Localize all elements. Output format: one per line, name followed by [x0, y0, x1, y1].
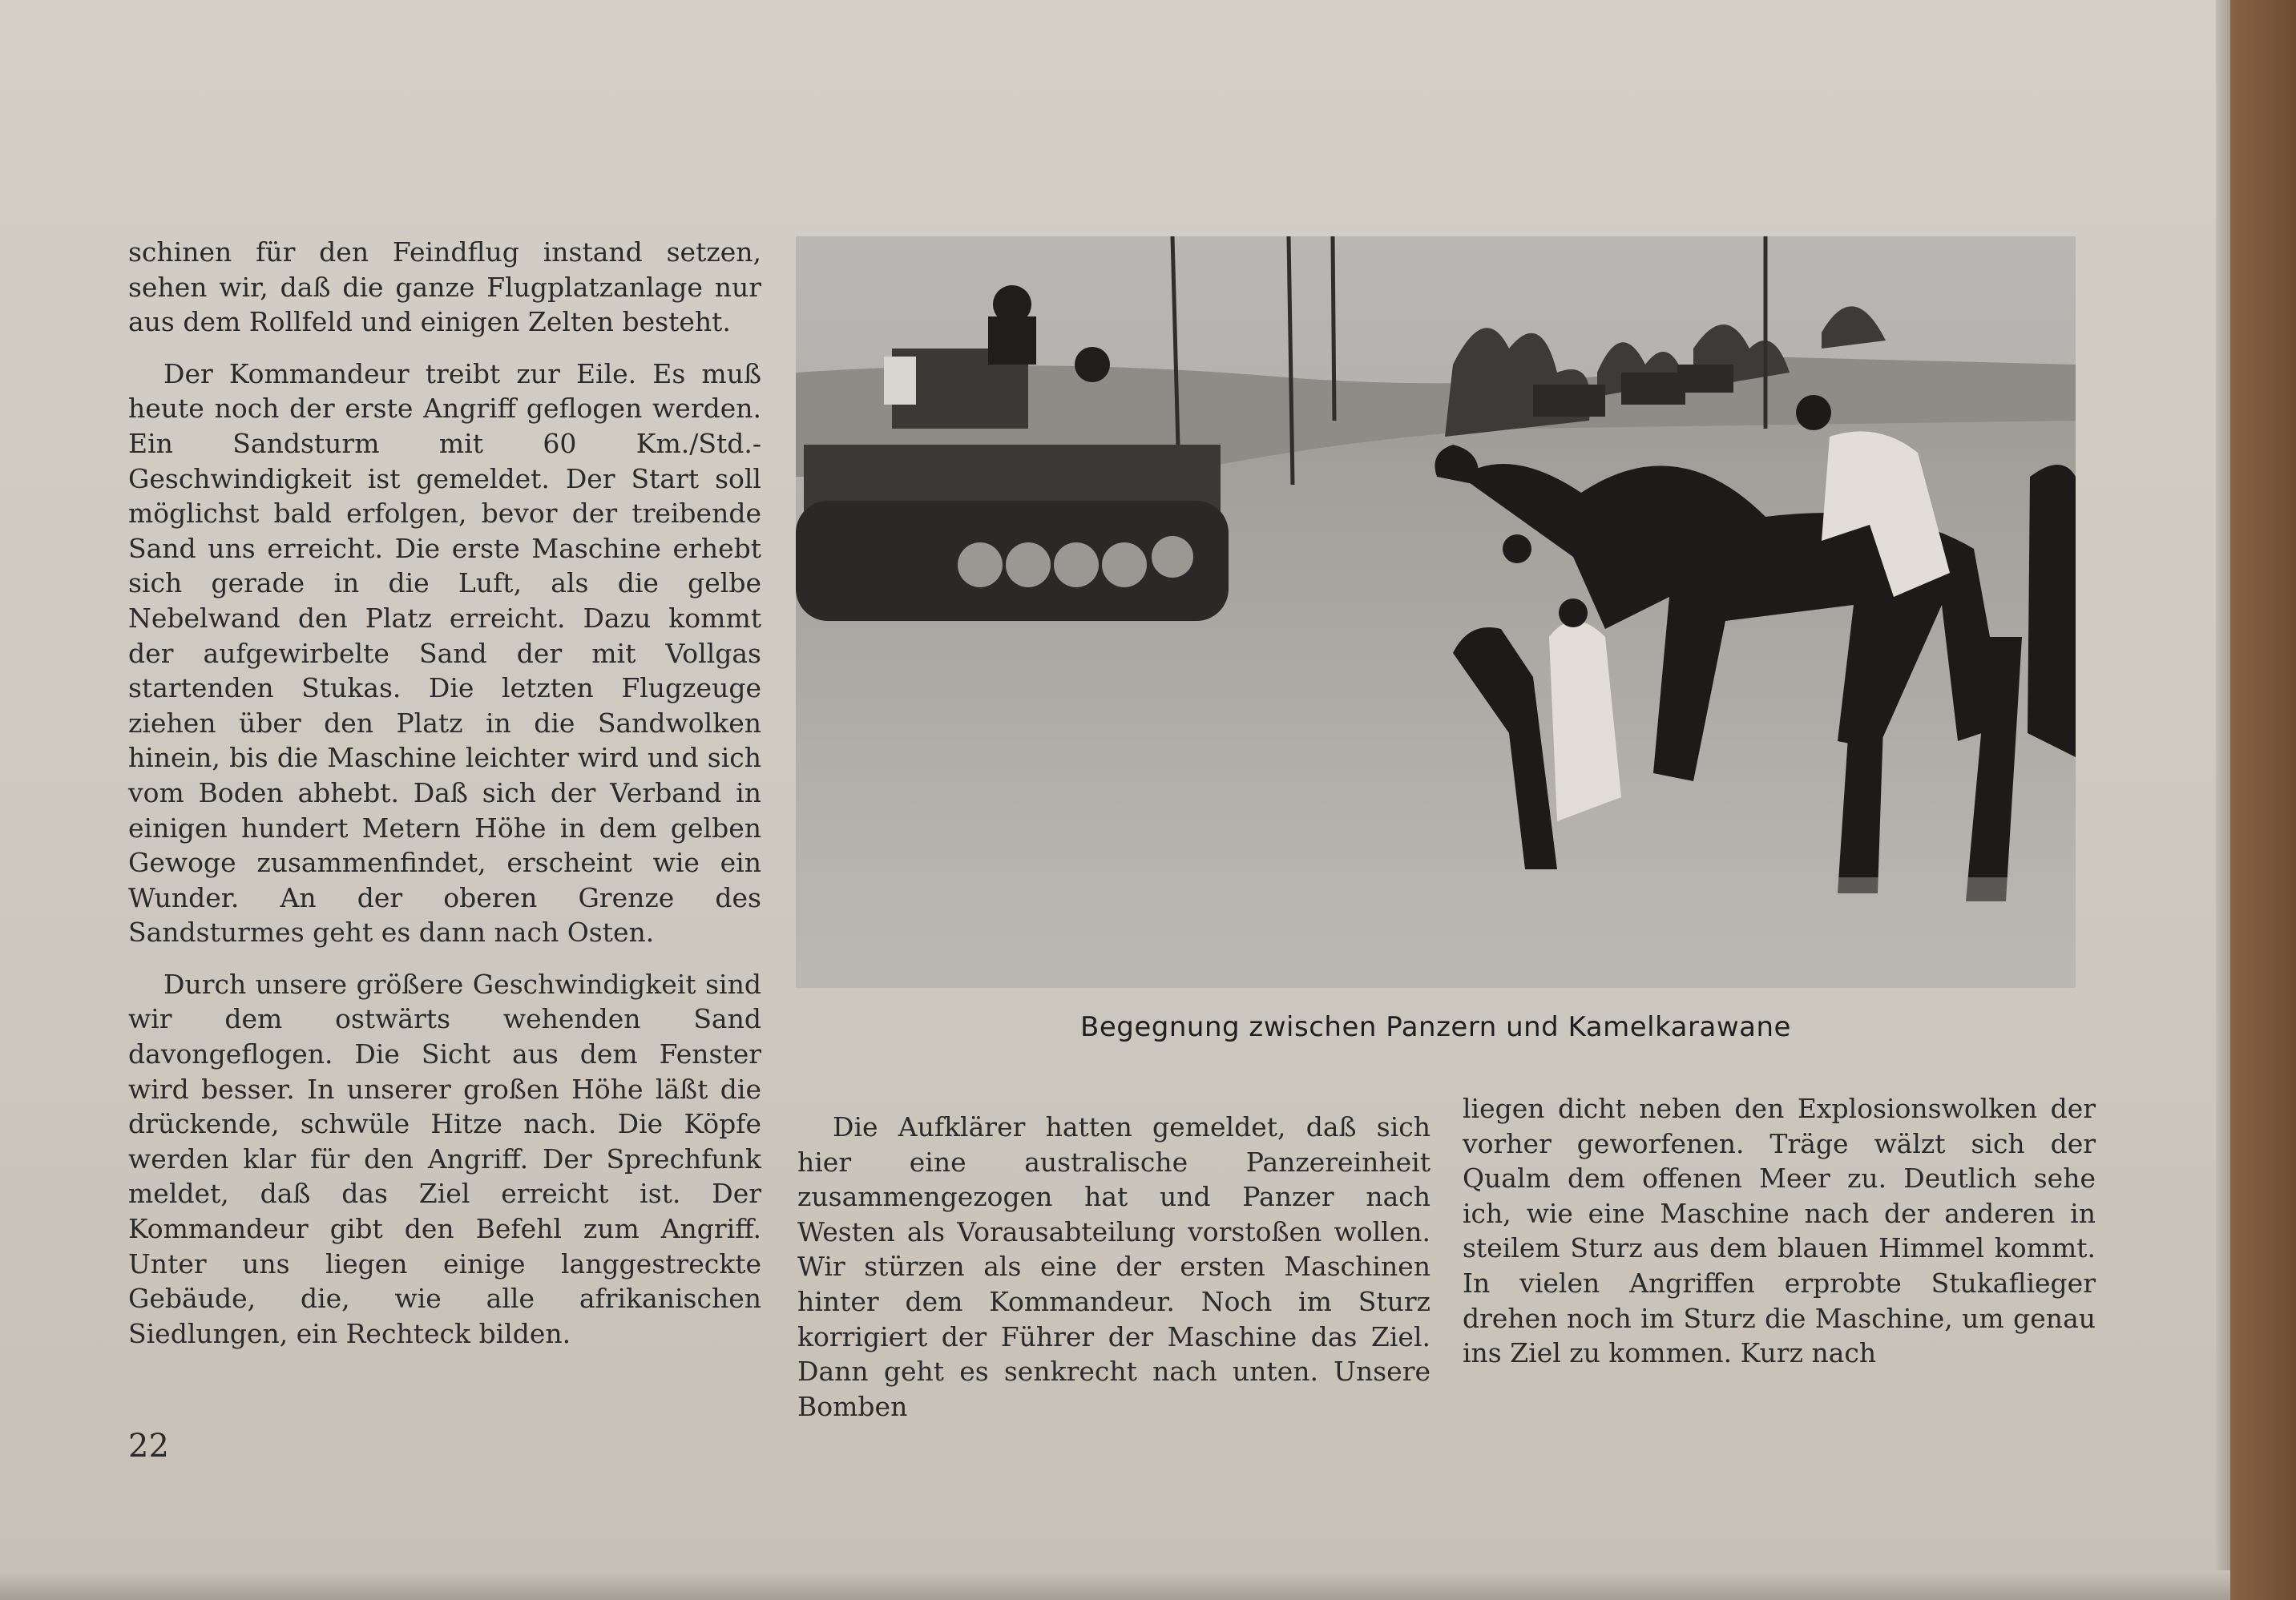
right-text-column: [1463, 1091, 2096, 1388]
page-bottom-edge: [0, 1570, 2230, 1600]
paragraph: Die Aufklärer hatten gemeldet, daß sich hier eine australische Panzereinheit zusammengezogen hat und Panzer nach Westen als Vorausabteilung vorstoßen wollen. Wir stürzen als eine der ersten Maschinen hinter dem Kommandeur. Noch im Sturz korrigiert der Führer der Maschine das Ziel. Dann geht es senkrecht nach unten. Unsere Bomben: [797, 1111, 1430, 1422]
middle-text-column: [797, 1110, 1430, 1441]
paragraph: Der Kommandeur treibt zur Eile. Es muß heute noch der erste Angriff geflogen werden. Ein Sandsturm mit 60 Km./Std.-Geschwindigkeit ist gemeldet. Der Start soll möglichst bald erfolgen, bevor der treibende Sand uns erreicht. Die erste Maschine erhebt sich gerade in die Luft, als die gelbe Nebelwand den Platz erreicht. Dazu kommt der aufgewirbelte Sand der mit Vollgas startenden Stukas. Die letzten Flugzeuge ziehen über den Platz in die Sandwolken hinein, bis die Maschine leichter wird und sich vom Boden abhebt. Daß sich der Verband in einigen hundert Metern Höhe in dem gelben Gewoge zusammenfindet, erscheint wie ein Wunder. An der oberen Grenze des Sandsturmes geht es dann nach Osten.: [128, 357, 761, 949]
page-edge: [2216, 0, 2230, 1590]
paragraph: Durch unsere größere Geschwindigkeit sind wir dem ostwärts wehenden Sand davongeflogen. Die Sicht aus dem Fenster wird besser. In unserer großen Höhe läßt die drückende, schwüle Hitze nach. Die Köpfe werden klar für den Angriff. Der Sprechfunk meldet, daß das Ziel erreicht ist. Der Kommandeur gibt den Befehl zum Angriff. Unter uns liegen einige langgestreckte Gebäude, die, wie alle afrikanischen Siedlungen, ein Rechteck bilden.: [128, 968, 761, 1349]
photograph-tanks-and-camels: [796, 236, 2076, 988]
paragraph: liegen dicht neben den Explosionswolken der vorher geworfenen. Träge wälzt sich der Qualm dem offenen Meer zu. Deutlich sehe ich, wie eine Maschine nach der anderen in steilem Sturz aus dem blauen Himmel kommt. In vielen Angriffen erprobte Stukaflieger drehen noch im Sturz die Maschine, um genau ins Ziel zu kommen. Kurz nach: [1463, 1093, 2096, 1369]
paragraph: schinen für den Feindflug instand setzen, sehen wir, daß die ganze Flugplatzanlage nur aus dem Rollfeld und einigen Zelten besteht.: [128, 236, 761, 338]
photo-caption: Begegnung zwischen Panzern und Kamelkarawane: [1080, 1011, 1791, 1043]
page-number: 22: [128, 1428, 169, 1465]
book-cover-edge: [2230, 0, 2296, 1600]
left-text-column: [128, 235, 761, 1368]
